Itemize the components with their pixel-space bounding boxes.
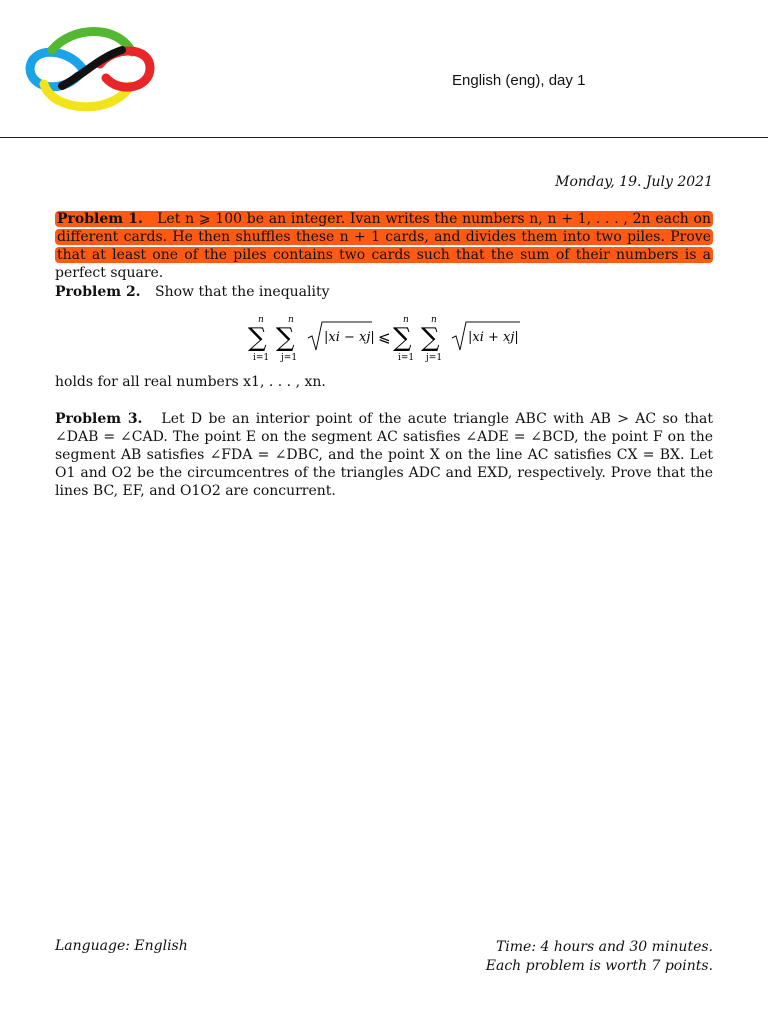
rhs-lower-j: j=1	[426, 353, 443, 363]
lhs-upper-j: n	[288, 315, 294, 325]
footer-language: Language: English	[55, 938, 188, 954]
header-title: English (eng), day 1	[452, 72, 586, 89]
problem-3-text: Let D be an interior point of the acute triangle ABC with AB > AC so that ∠DAB = ∠CAD. The point E on the segment AC satisfies ∠ADE = ∠BCD, the point F on the segment AB satisfies ∠FDA = ∠DBC, and the point X on the line AC satisfies CX = BX. Let O1 and O2 be the circumcentres of the triangles ADC and EXD, respectively. Prove that the lines BC, EF, and O1O2 are concurrent.	[55, 411, 713, 499]
footer-points: Each problem is worth 7 points.	[485, 958, 713, 974]
rhs-sigma-i: ∑	[393, 323, 412, 353]
problem-1-label: Problem 1.	[57, 211, 143, 227]
inequality-formula	[248, 310, 548, 370]
rhs-radicand: |xi + xj|	[468, 330, 519, 345]
rhs-upper-i: n	[403, 315, 409, 325]
problem-3-label: Problem 3.	[55, 411, 143, 427]
rhs-sigma-j: ∑	[421, 323, 440, 353]
lhs-lower-i: i=1	[253, 353, 270, 363]
lhs-radicand: |xi − xj|	[324, 330, 375, 345]
problem-1	[55, 210, 713, 282]
header-divider	[0, 137, 768, 138]
lhs-upper-i: n	[258, 315, 264, 325]
footer-time: Time: 4 hours and 30 minutes.	[495, 939, 713, 955]
problem-1-text-highlighted: Let n ⩾ 100 be an integer. Ivan writes the numbers n, n + 1, . . . , 2n each on different cards. He then shuffles these n + 1 cards, and divides them into two piles. Prove that at least one of the piles contains two cards such that the sum of their numbers is a	[57, 211, 711, 263]
problem-2-intro: Show that the inequality	[155, 284, 330, 300]
imo-infinity-logo-icon	[22, 24, 157, 112]
problem-2-label: Problem 2.	[55, 284, 141, 300]
problem-2-tail: holds for all real numbers x1, . . . , xn.	[55, 374, 326, 390]
exam-date: Monday, 19. July 2021	[555, 174, 713, 190]
problem-1-text-plain: perfect square.	[55, 265, 164, 281]
lhs-sigma-j: ∑	[276, 323, 295, 353]
lhs-lower-j: j=1	[281, 353, 298, 363]
rhs-lower-i: i=1	[398, 353, 415, 363]
relation-sign: ⩽	[378, 328, 391, 346]
problem-2-intro-line	[55, 284, 330, 300]
problem-1-highlight	[55, 211, 713, 263]
footer-info	[486, 938, 713, 976]
problem-3	[55, 410, 713, 500]
rhs-upper-j: n	[431, 315, 437, 325]
lhs-sigma-i: ∑	[248, 323, 267, 353]
